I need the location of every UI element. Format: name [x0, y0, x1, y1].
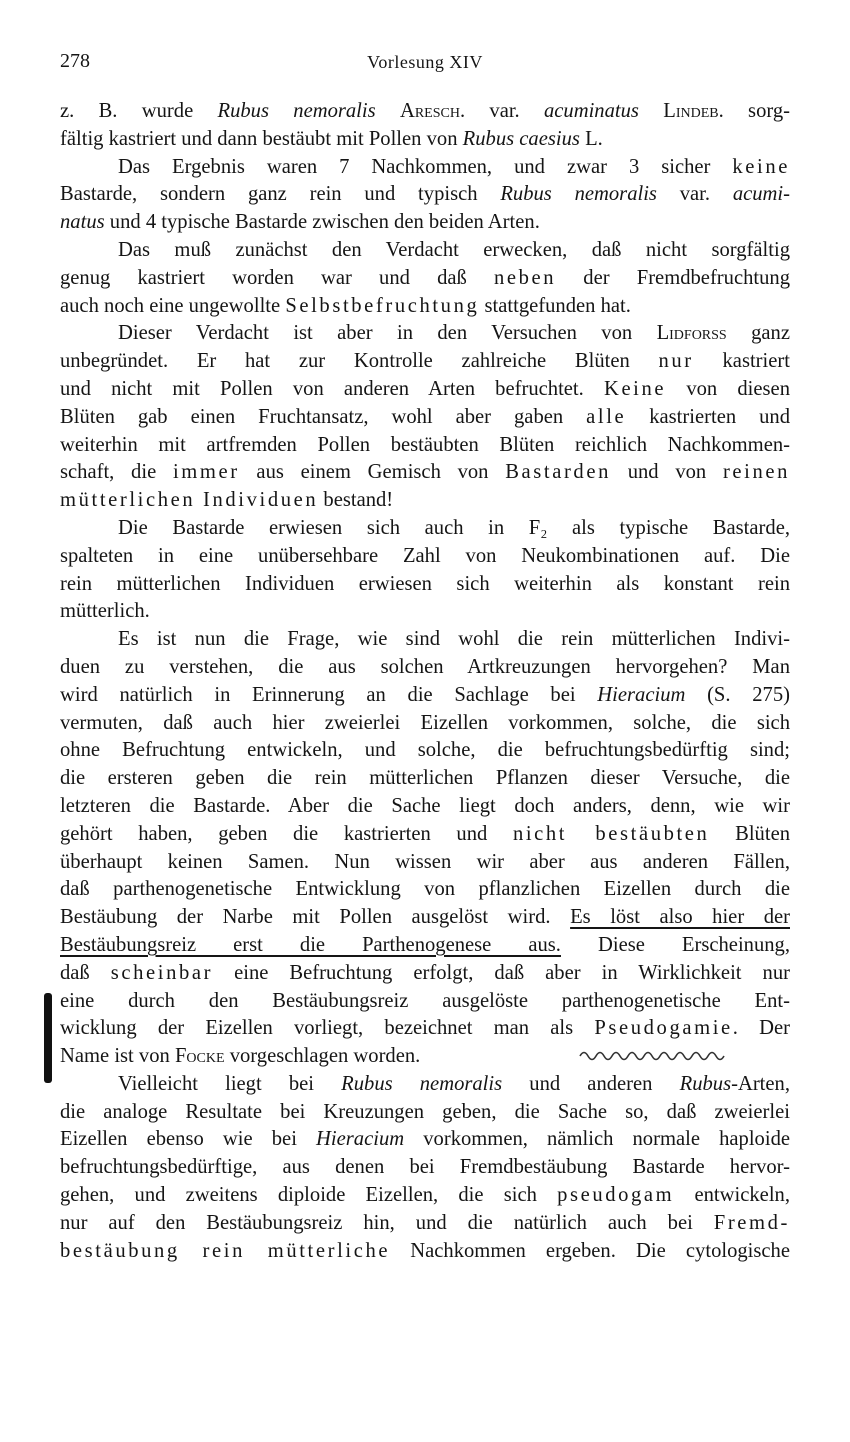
text-line: [60, 126, 790, 154]
text-segment: gehen, und zweitens diploide Eizellen, die sich: [60, 1184, 558, 1207]
text-segment: daß parthenogenetische Entwicklung von pflanzlichen Eizellen durch die: [60, 878, 790, 901]
text-segment: Vielleicht liegt bei: [118, 1072, 342, 1095]
text-segment: (S. 275): [685, 683, 790, 706]
text-segment: Dieser Verdacht ist aber in den Versuchen von: [118, 322, 657, 345]
text-segment: Selbstbefruchtung: [285, 294, 480, 317]
text-line: [60, 960, 790, 988]
text-line: [60, 404, 790, 432]
text-segment: und 4 typische Bastarde zwischen den beiden Arten.: [104, 211, 540, 234]
text-segment: eine durch den Bestäubungsreiz ausgelöste parthenogenetische Ent-: [60, 989, 790, 1012]
text-line: [60, 654, 790, 682]
text-segment: Rubus nemoralis: [341, 1072, 503, 1095]
body-text: [60, 98, 790, 1265]
text-segment: Aresch.: [399, 100, 466, 122]
text-line: [60, 1182, 790, 1210]
text-segment: duen zu verstehen, die aus solchen Artkreuzungen hervorgehen? Man: [60, 655, 790, 678]
text-segment: bestand!: [318, 489, 394, 512]
text-segment: letzteren die Bastarde. Aber die Sache liegt doch anders, denn, wie wir: [60, 794, 790, 817]
text-segment: alle: [586, 405, 627, 428]
text-segment: vorkommen, nämlich normale haploide: [404, 1128, 791, 1151]
text-line: [60, 1071, 790, 1099]
text-segment: natus: [60, 211, 105, 234]
text-segment: Bastarden: [505, 461, 611, 484]
text-line: [60, 487, 790, 515]
text-segment: kastriert: [693, 350, 790, 373]
text-segment: pseudogam: [557, 1184, 675, 1207]
text-line: [60, 348, 790, 376]
text-segment: nicht bestäubten: [512, 822, 710, 845]
text-segment: vorgeschlagen worden.: [224, 1045, 421, 1068]
text-segment: L.: [579, 127, 603, 150]
text-segment: bestäubung rein mütterliche: [60, 1239, 391, 1262]
text-segment: Nachkommen ergeben. Die cytologische: [390, 1239, 790, 1262]
text-segment: Rubus nemoralis: [217, 100, 376, 122]
text-line: [60, 988, 790, 1016]
text-line: [60, 376, 790, 404]
text-segment: Rubus nemoralis: [500, 183, 657, 206]
text-segment: acuminatus: [543, 100, 639, 122]
text-segment: [639, 100, 663, 122]
text-line: [60, 320, 790, 348]
text-segment: genug kastriert worden war und daß: [60, 266, 494, 289]
text-segment: vermuten, daß auch hier zweierlei Eizellen vorkommen, solche, die sich: [60, 711, 790, 734]
text-segment: Das muß zunächst den Verdacht erwecken, daß nicht sorgfältig: [118, 238, 790, 261]
text-segment: der Fremdbefruchtung: [556, 266, 791, 289]
text-segment: nur auf den Bestäubungsreiz hin, und die natürlich auch bei: [60, 1211, 714, 1234]
text-segment: mütterlichen Individuen: [60, 489, 319, 512]
text-segment: acumi-: [732, 183, 790, 206]
handwritten-squiggle: [578, 1047, 730, 1061]
text-segment: die ersteren geben die rein mütterlichen Pflanzen dieser Versuche, die: [60, 767, 790, 790]
text-segment: daß: [60, 961, 111, 984]
text-line: [60, 904, 790, 932]
text-segment: mütterlich.: [60, 600, 150, 623]
text-segment: Die Bastarde erwiesen sich auch in F₂ als typische Bastarde,: [118, 516, 790, 539]
text-segment: reinen: [722, 461, 790, 484]
text-line: [60, 571, 790, 599]
text-segment: scheinbar: [110, 961, 214, 984]
text-segment: keine: [732, 155, 790, 178]
text-segment: Rubus caesius: [462, 127, 580, 150]
text-segment: Hieracium: [316, 1128, 405, 1151]
text-segment: auch noch eine ungewollte: [60, 294, 286, 317]
text-segment: Pseudogamie: [594, 1017, 733, 1040]
text-segment: Fremd-: [713, 1211, 790, 1234]
text-segment: entwickeln,: [674, 1184, 790, 1207]
text-segment: spalteten in eine unübersehbare Zahl von Neukombinationen auf. Die: [60, 544, 790, 567]
text-segment: Bastarde, sondern ganz rein und typisch: [60, 183, 501, 206]
text-segment: Es ist nun die Frage, wie sind wohl die rein mütterlichen Indivi-: [118, 628, 790, 651]
text-segment: ganz: [726, 322, 790, 345]
text-segment: sorg-: [723, 100, 791, 122]
text-line: [60, 710, 790, 738]
text-segment: [376, 100, 400, 122]
text-segment: Eizellen ebenso wie bei: [60, 1128, 317, 1151]
text-segment: Lindeb.: [663, 100, 724, 122]
text-line: [60, 543, 790, 571]
text-line: [60, 876, 790, 904]
text-segment: Bestäubungsreiz erst die Parthenogenese aus.: [60, 933, 561, 956]
margin-marker: [44, 993, 52, 1083]
text-line: [60, 1154, 790, 1182]
text-segment: gehört haben, geben die kastrierten und: [60, 822, 513, 845]
text-segment: die analoge Resultate bei Kreuzungen geben, die Sache so, daß zweierlei: [60, 1100, 790, 1123]
text-line: [60, 181, 790, 209]
text-line: [60, 432, 790, 460]
text-line: [60, 626, 790, 654]
text-line: [60, 1015, 790, 1043]
text-segment: kastrierten und: [626, 405, 790, 428]
text-line: [60, 598, 790, 626]
text-line: [60, 293, 790, 321]
text-segment: -Arten,: [731, 1072, 790, 1095]
page-number: 278: [60, 50, 90, 72]
text-segment: und von: [610, 461, 723, 484]
text-segment: var.: [465, 100, 544, 122]
text-line: [60, 1126, 790, 1154]
text-segment: Diese Erscheinung,: [560, 933, 791, 956]
text-segment: von diesen: [666, 377, 790, 400]
running-head: Vorlesung XIV: [367, 52, 483, 72]
text-segment: Das Ergebnis waren 7 Nachkommen, und zwar 3 sicher: [118, 155, 733, 178]
text-segment: befruchtungsbedürftige, aus denen bei Fremdbestäubung Bastarde hervor-: [60, 1156, 790, 1179]
text-line: [60, 265, 790, 293]
text-segment: rein mütterlichen Individuen erwiesen sich weiterhin als konstant rein: [60, 572, 790, 595]
text-segment: unbegründet. Er hat zur Kontrolle zahlreiche Blüten: [60, 350, 659, 373]
text-line: [60, 1099, 790, 1127]
text-segment: Bestäubung der Narbe mit Pollen ausgelöst wird.: [60, 906, 571, 929]
text-line: [60, 1238, 790, 1266]
text-segment: fältig kastriert und dann bestäubt mit Pollen von: [60, 127, 463, 150]
text-line: [60, 459, 790, 487]
text-segment: var.: [656, 183, 733, 206]
text-segment: z. B. wurde: [60, 100, 218, 122]
text-segment: Rubus: [679, 1072, 732, 1095]
text-line: [60, 932, 790, 960]
text-line: [60, 515, 790, 543]
text-segment: und anderen: [502, 1072, 680, 1095]
text-segment: neben: [493, 266, 557, 289]
text-line: [60, 737, 790, 765]
text-segment: Hieracium: [597, 683, 686, 706]
text-segment: Es löst also hier der: [570, 906, 790, 929]
text-line: [60, 1210, 790, 1238]
text-segment: wird natürlich in Erinnerung an die Sachlage bei: [60, 683, 598, 706]
text-line: [60, 793, 790, 821]
text-segment: schaft, die: [60, 461, 173, 484]
text-segment: überhaupt keinen Samen. Nun wissen wir aber aus anderen Fällen,: [60, 850, 790, 873]
text-segment: und nicht mit Pollen von anderen Arten befruchtet.: [60, 377, 604, 400]
text-segment: immer: [172, 461, 240, 484]
text-line: [60, 682, 790, 710]
text-segment: ohne Befruchtung entwickeln, und solche, die befruchtungsbedürftig sind;: [60, 739, 790, 762]
text-segment: Focke: [174, 1045, 225, 1068]
text-line: [60, 209, 790, 237]
text-line: [60, 849, 790, 877]
text-segment: eine Befruchtung erfolgt, daß aber in Wirklichkeit nur: [213, 961, 790, 984]
text-segment: aus einem Gemisch von: [239, 461, 506, 484]
text-line: [60, 237, 790, 265]
text-segment: Lidforss: [656, 322, 727, 345]
text-line: [60, 98, 790, 126]
text-line: [60, 821, 790, 849]
text-segment: Name ist von: [60, 1045, 175, 1068]
text-segment: weiterhin mit artfremden Pollen bestäubten Blüten reichlich Nachkommen-: [60, 433, 790, 456]
text-segment: Keine: [603, 377, 667, 400]
text-segment: Blüten gab einen Fruchtansatz, wohl aber gaben: [60, 405, 587, 428]
text-segment: wicklung der Eizellen vorliegt, bezeichnet man als: [60, 1017, 595, 1040]
text-line: [60, 765, 790, 793]
text-segment: . Der: [732, 1017, 790, 1040]
text-segment: stattgefunden hat.: [479, 294, 631, 317]
text-segment: Blüten: [709, 822, 791, 845]
text-segment: nur: [658, 350, 694, 373]
text-line: [60, 154, 790, 182]
